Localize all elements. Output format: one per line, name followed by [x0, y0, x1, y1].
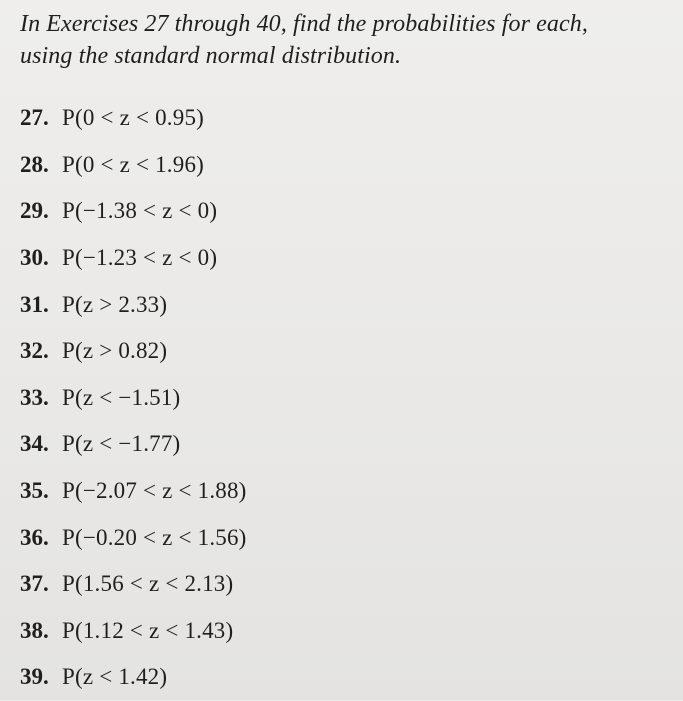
- exercise-expression: P(z < 1.42): [62, 664, 168, 690]
- exercise-number: 30.: [20, 245, 49, 271]
- exercise-number: 39.: [20, 664, 49, 690]
- exercise-number: 36.: [20, 524, 49, 550]
- exercise-item: [20, 468, 247, 515]
- exercise-number: 37.: [20, 571, 49, 597]
- exercise-expression: P(0 < z < 0.95): [62, 105, 205, 131]
- exercise-number: 38.: [20, 617, 49, 643]
- exercise-item: [20, 561, 247, 608]
- exercise-list: [20, 95, 247, 701]
- exercise-expression: P(−2.07 < z < 1.88): [62, 478, 247, 504]
- exercise-number: 34.: [20, 431, 49, 457]
- exercise-expression: P(1.12 < z < 1.43): [62, 617, 234, 643]
- exercise-item: [20, 375, 247, 422]
- exercise-expression: P(1.56 < z < 2.13): [62, 571, 234, 597]
- exercise-item: [20, 281, 247, 328]
- exercise-expression: P(−1.38 < z < 0): [62, 198, 218, 224]
- exercise-item: [20, 95, 247, 142]
- exercise-number: 27.: [20, 105, 49, 131]
- exercise-number: 33.: [20, 384, 49, 410]
- instructions-line-2: using the standard normal distribution.: [20, 43, 402, 69]
- exercise-expression: P(z > 0.82): [62, 338, 168, 364]
- exercise-expression: P(z > 2.33): [62, 291, 168, 317]
- exercise-item: [20, 514, 247, 561]
- exercise-item: [20, 608, 247, 655]
- exercise-expression: P(−1.23 < z < 0): [62, 245, 218, 271]
- exercise-number: 32.: [20, 338, 49, 364]
- exercise-instructions: [20, 8, 660, 72]
- exercise-expression: P(z < −1.77): [62, 431, 181, 457]
- exercise-expression: P(−0.20 < z < 1.56): [62, 524, 247, 550]
- exercise-item: [20, 421, 247, 468]
- exercise-item: [20, 188, 247, 235]
- exercise-number: 31.: [20, 291, 49, 317]
- exercise-number: 29.: [20, 198, 49, 224]
- exercise-item: [20, 328, 247, 375]
- exercise-item: [20, 235, 247, 282]
- instructions-line-1: In Exercises 27 through 40, find the probabilities for each,: [20, 11, 588, 37]
- exercise-item: [20, 142, 247, 189]
- exercise-expression: P(0 < z < 1.96): [62, 151, 205, 177]
- exercise-item: [20, 654, 247, 701]
- exercise-number: 28.: [20, 151, 49, 177]
- exercise-number: 35.: [20, 478, 49, 504]
- exercise-expression: P(z < −1.51): [62, 384, 181, 410]
